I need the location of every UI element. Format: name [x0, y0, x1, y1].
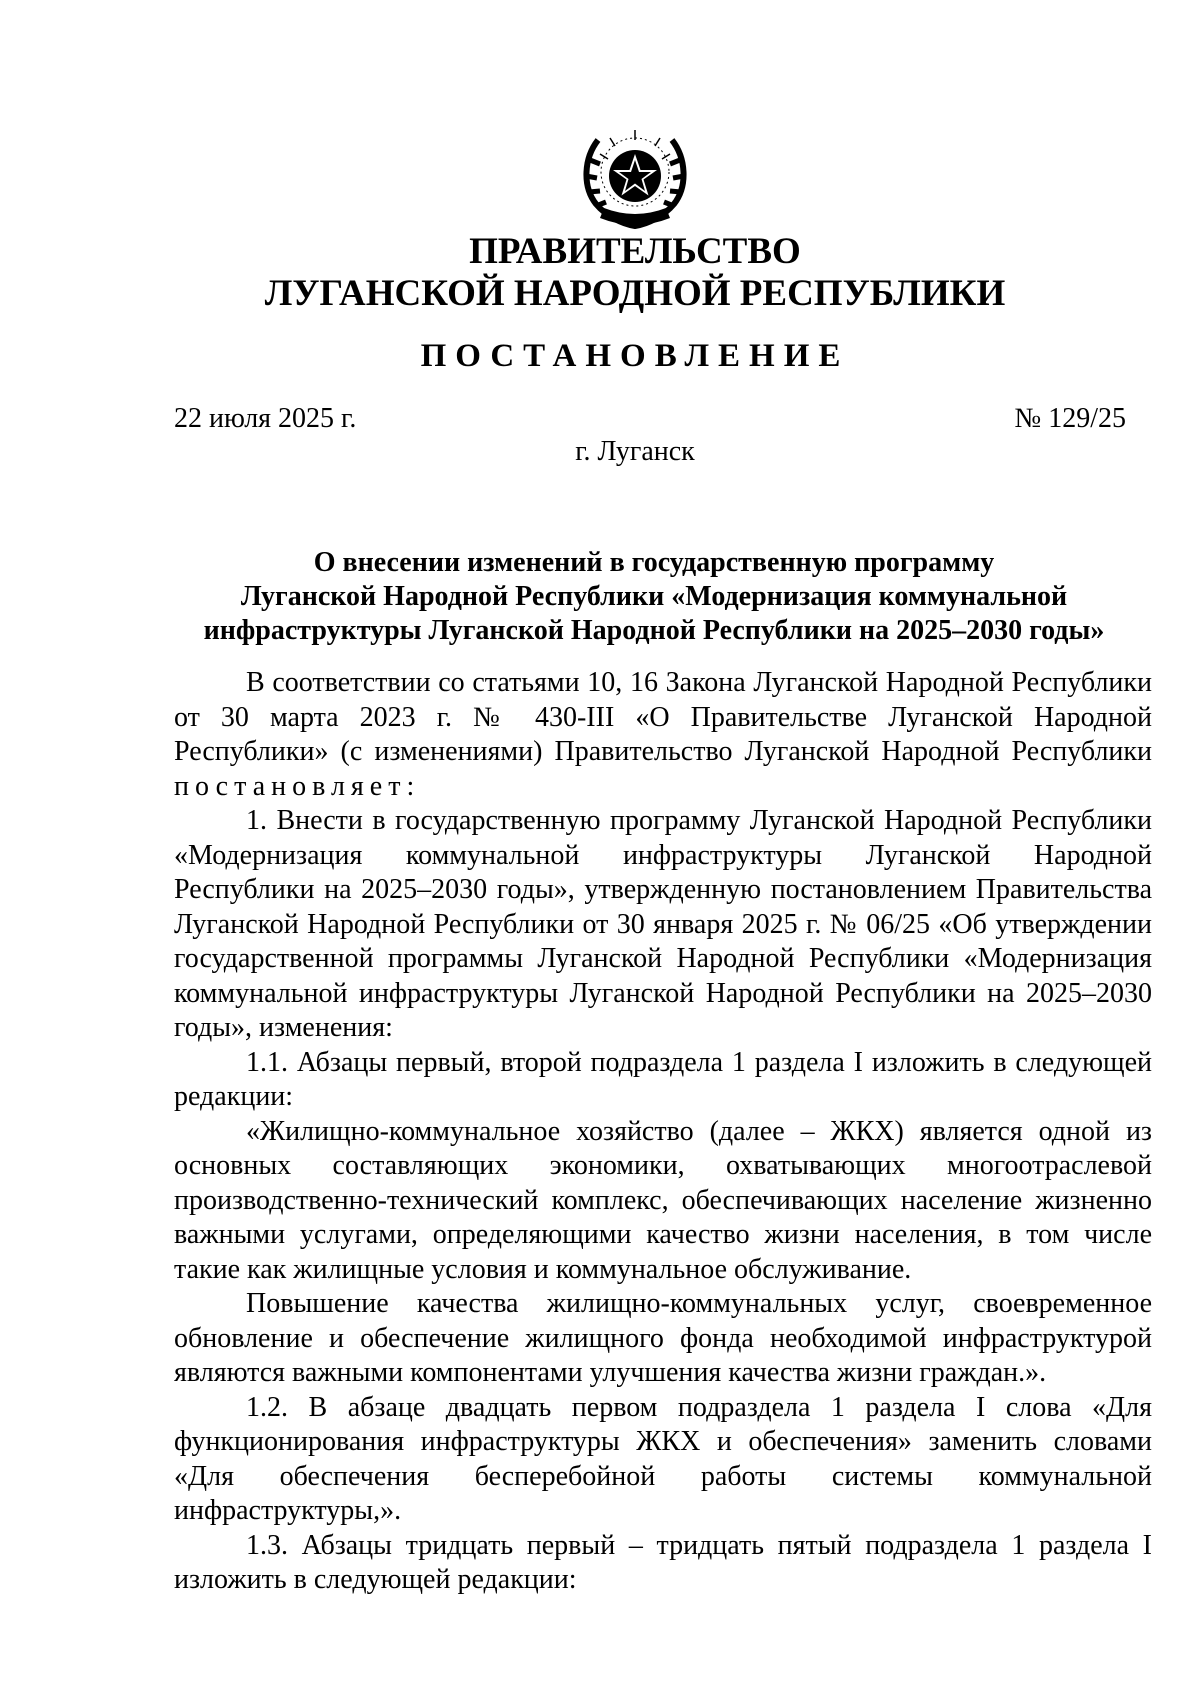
- preamble-paragraph: [174, 666, 1152, 804]
- decree-number: № 129/25: [1014, 403, 1126, 434]
- paragraph-1-1: 1.1. Абзацы первый, второй подраздела 1 раздела I изложить в следующей редакции:: [174, 1046, 1152, 1112]
- quoted-paragraph-1: «Жилищно-коммунальное хозяйство (далее – ЖКХ) является одной из основных составляющих экономики, охватывающих многоотраслевой производственно-технический комплекс, обеспечивающих население жизненно важными услугами, определяющими качество жизни населения, в том числе такие как жилищные условия и коммунальное обслуживание.: [174, 1115, 1152, 1285]
- government-title-line1: ПРАВИТЕЛЬСТВО: [469, 231, 801, 272]
- quoted-paragraph-2: Повышение качества жилищно-коммунальных услуг, своевременное обновление и обеспечение жилищного фонда необходимой инфраструктурой являются важными компонентами улучшения качества жизни граждан.».: [174, 1288, 1152, 1388]
- document-title-line3: инфраструктуры Луганской Народной Республики на 2025–2030 годы»: [203, 615, 1105, 646]
- document-title-line1: О внесении изменений в государственную программу: [313, 547, 995, 578]
- document-body: [174, 666, 1152, 1598]
- paragraph-1-2: 1.2. В абзаце двадцать первом подраздела 1 раздела I слова «Для функционирования инфраструктуры ЖКХ и обеспечения» заменить словами «Для обеспечения бесперебойной работы системы коммунальной инфраструктуры,».: [174, 1391, 1152, 1526]
- coat-of-arms-emblem-icon: [576, 120, 694, 230]
- document-title-line2: Луганской Народной Республики «Модернизация коммунальной: [240, 581, 1068, 612]
- decree-date: 22 июля 2025 г.: [174, 403, 357, 434]
- decree-type-heading: ПОСТАНОВЛЕНИЕ: [420, 338, 850, 374]
- government-title-line2: ЛУГАНСКОЙ НАРОДНОЙ РЕСПУБЛИКИ: [264, 273, 1006, 314]
- paragraph-1-3: 1.3. Абзацы тридцать первый – тридцать пятый подраздела 1 раздела I изложить в следующей редакции:: [174, 1529, 1152, 1595]
- preamble-text: В соответствии со статьями 10, 16 Закона Луганской Народной Республики от 30 марта 2023 г. № 430-III «О Правительстве Луганской Народной Республики» (с изменениями) Правительство Луганской Народной Республики: [174, 667, 1152, 767]
- decree-city: г. Луганск: [575, 436, 695, 467]
- paragraph-1: 1. Внести в государственную программу Луганской Народной Республики «Модернизация коммунальной инфраструктуры Луганской Народной Республики на 2025–2030 годы», утвержденную постановлением Правительства Луганской Народной Республики от 30 января 2025 г. № 06/25 «Об утверждении государственной программы Луганской Народной Республики «Модернизация коммунальной инфраструктуры Луганской Народной Республики на 2025–2030 годы», изменения:: [174, 805, 1152, 1043]
- preamble-decree-verb: постановляет:: [174, 770, 421, 802]
